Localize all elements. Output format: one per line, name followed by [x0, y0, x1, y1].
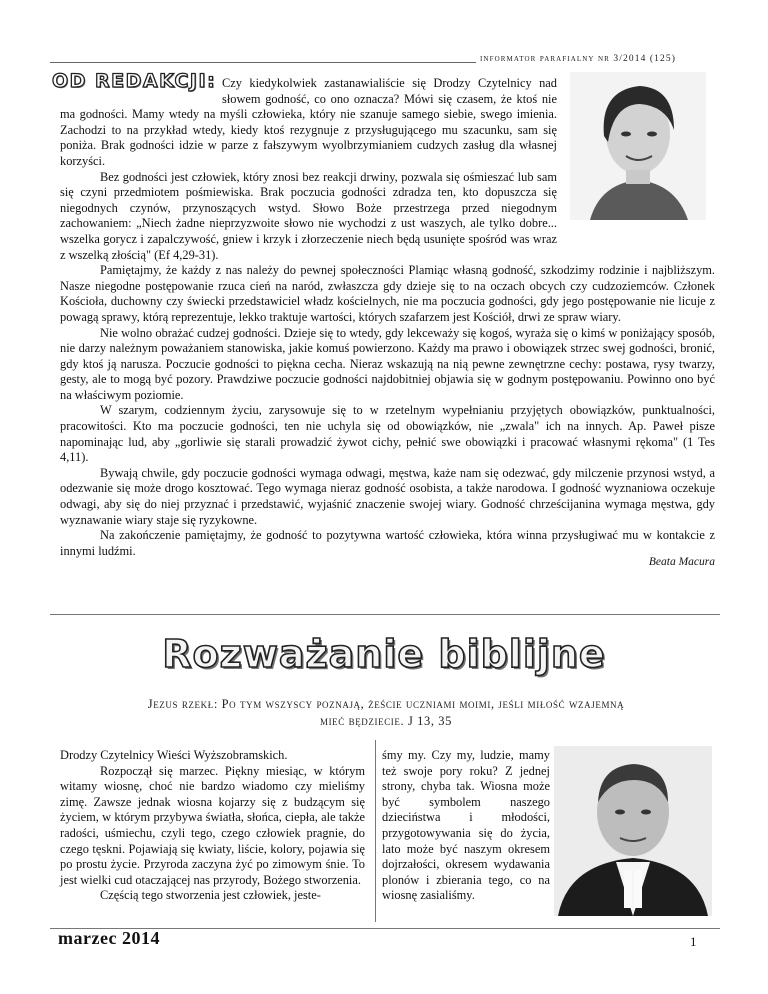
priest-portrait-photo: [554, 746, 712, 916]
editorial-paragraph: Bez godności jest człowiek, który znosi bez reakcji drwiny, pozwala się ośmieszać lub sam się czyni przedmiotem pośmiewiska. Brak poczucia godności zdradza ten, kto dopuszcza się niegodnych czynów, przynoszących wstyd. Słowo Boże przestrzega przed niegodnym zachowaniem: „Niech żadne nieprzyzwoite słowo nie wychodzi z ust waszych, ale tylko dobre... wszelka gorycz i zapalczywość, gniew i krzyk i złorzeczenie niech będą usunięte spośród was wraz z wszelką złością" (Ef 4,29-31).: [60, 169, 557, 262]
scripture-quote-line: Jezus rzekł: Po tym wszyscy poznają, żeście uczniami moimi, jeśli miłość wzajemną: [147, 697, 625, 711]
editorial-paragraph: W szarym, codziennym życiu, zarysowuje się to w rzetelnym wypełnianiu przyjętych obowiązków, punktualności, pracowitości. Kto ma poczucie godności, ten nie uchyla się od obowiązków, nie „zwala" ich na innych. Ap. Paweł pisze napominając lud, aby „gorliwie się starali prowadzić żywot cichy, pełnić swe obowiązki i pracować własnymi rękoma" (1 Tes 4,11).: [60, 403, 715, 465]
editorial-body: [60, 76, 715, 571]
editorial-paragraph: Nie wolno obrażać cudzej godności. Dzieje się to wtedy, gdy lekceważy się kogoś, wyraża się o kimś w poniżający sposób, nie darzy należnym poważaniem stanowiska, jakie komuś powierzono. Każdy ma prawo i obowiązek strzec swej godności, bronić, gdy ktoś ją narusza. Poczucie godności to piękna cecha. Nieraz wskazują na nią pewne zewnętrzne cechy: postawa, rysy twarzy, gesty, ale to mogą być pozory. Prawdziwe poczucie godności najdobitniej objawia się w godnym postępowaniu. Powinno ono być na właściwym poziomie.: [60, 325, 715, 402]
editorial-paragraph: Pamiętajmy, że każdy z nas należy do pewnej społeczności Plamiąc własną godność, szkodzimy rodzinie i najbliższym. Nasze niegodne postępowanie rzuca cień na naród, zwłaszcza gdy dzieje się to na oczach obcych czy cudzoziemców. Członek Kościoła, duchowny czy świecki przedstawiciel władz kościelnych, nie ma poczucia godności, gdy jego postępowanie nie licuje z powagą sprawy, którą reprezentuje, lekko traktuje wartości, których szafarzem jest Kościół, drwi ze spraw wiary.: [60, 263, 715, 324]
page-number: 1: [690, 934, 697, 949]
reflection-paragraph: Rozpoczął się marzec. Piękny miesiąc, w którym witamy wiosnę, choć nie bardzo wiadomo czy mieliśmy zimę. Zawsze jednak wiosna kojarzy się z budzącym się życiem, w którym przybywa światła, słońca, ciepła, ale także radości, uśmiechu, czyli tego, czego człowiek pragnie, do czego tęskni. Pojawiają się kwiaty, liście, kolory, pojawia się po prostu życie. Przyroda zaczyna żyć po zimowym śnie. To jest wielki cud otaczającej nas przyrody, Bożego stworzenia.: [60, 763, 365, 887]
reflection-paragraph: Częścią tego stworzenia jest człowiek, jeste-: [100, 888, 321, 903]
editorial-paragraph: Czy kiedykolwiek zastanawialiście się Drodzy Czytelnicy nad słowem godność, co ono oznacza? Mówi się czasem, że ktoś nie ma godności. Mamy wtedy na myśli człowieka, który nie szanuje samego siebie, swego imienia. Zachodzi to na przykład wtedy, kiedy ktoś rezygnuje z przysługującego mu szacunku, sam się poniża. Brak godności idzie w parze z fałszywym wyolbrzymianiem cudzych zasług dla własnej korzyści.: [60, 76, 557, 168]
scripture-quote-line: mieć będziecie. J 13, 35: [319, 714, 452, 728]
scripture-quote: [66, 696, 706, 730]
running-header: informator parafialny nr 3/2014 (125): [480, 54, 676, 64]
editorial-paragraph: Bywają chwile, gdy poczucie godności wymaga odwagi, męstwa, każe nam się odezwać, gdy milczenie przynosi wstyd, a odezwanie się może drogo kosztować. Tego wymaga nieraz godność osobista, a także narodowa. I godność wyznaniowa oczekuje odwagi, aby się do niej przyznać i przedstawić, wyjaśnić znaczenie swojej wiary. Godność chrześcijanina wymaga męstwa, gdy wyznawanie wiary staje się ryzykowne.: [60, 465, 715, 527]
section-divider: [50, 614, 720, 615]
editorial-signature: Beata Macura: [648, 556, 715, 569]
column-divider: [375, 740, 376, 922]
reflection-column-left: [60, 748, 365, 904]
editorial-paragraph: Na zakończenie pamiętajmy, że godność to pozytywna wartość człowieka, która winna przysługiwać mu w kontakcie z innymi ludźmi.: [60, 528, 715, 558]
reflection-paragraph: Drodzy Czytelnicy Wieści Wyższobramskich.: [60, 748, 288, 762]
reflection-heading: Rozważanie biblijne: [162, 632, 606, 676]
issue-month: marzec 2014: [58, 928, 160, 948]
header-rule: [50, 62, 476, 63]
reflection-column-right: śmy my. Czy my, ludzie, mamy też swoje pory roku? Z jednej strony, chyba tak. Wiosna może być symbolem naszego dzieciństwa i młodości, przygotowywania się do życia, lato może być naszym okresem dojrzałości, okresem wydawania plonów i zbierania tego, co na wiosnę zasialiśmy.: [382, 748, 550, 903]
editorial-heading: OD REDAKCJI:: [52, 70, 217, 92]
